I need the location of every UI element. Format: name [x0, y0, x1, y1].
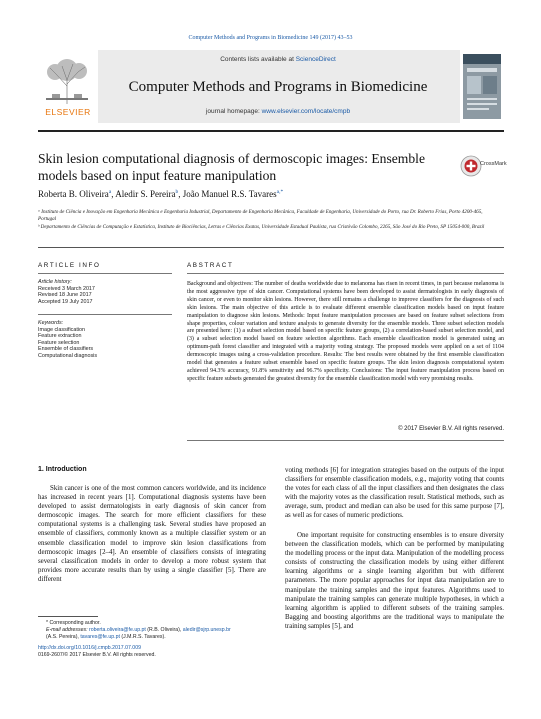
- keyword-item: Feature selection: [38, 339, 80, 346]
- affiliation-b: ᵇ Departamento de Ciências de Computação e Estatística, Instituto de Biociências, Letras e Ciências Exatas, Universidade Estadual Paulista, rua Cristóvão Colombo, 2265, São José do Rio Preto, SP 15054-000, Brazil: [38, 224, 485, 230]
- email-addresses: [38, 627, 268, 641]
- crossmark-icon[interactable]: [460, 155, 482, 177]
- journal-cover-thumbnail: [463, 54, 501, 119]
- footnote-block: [38, 620, 268, 659]
- crossmark-label[interactable]: CrossMark: [480, 161, 507, 167]
- email-owner: (J.M.R.S. Tavares).: [119, 633, 166, 640]
- abstract-heading: ABSTRACT: [187, 262, 234, 269]
- author-affiliation-mark[interactable]: b: [175, 189, 179, 195]
- email-link[interactable]: aledir@sjrp.unesp.br: [182, 626, 231, 633]
- article-info-rule: [38, 273, 172, 274]
- author-affiliation-mark[interactable]: a,*: [276, 189, 284, 195]
- homepage-prefix: journal homepage:: [205, 108, 262, 115]
- contents-prefix: Contents lists available at: [220, 56, 296, 63]
- abstract-body: Background and objectives: The number of deaths worldwide due to melanoma has risen in recent times, in part because melanoma is the most aggressive type of skin cancer. Computational systems have been developed to assist dermatologists in early diagnosis of skin cancer, or even to monitor skin lesions. However, there still remains a challenge to improve classifiers for the diagnosis of such skin lesions. The main objective of this article is to evaluate different ensemble classification models based on input feature manipulation to diagnose skin lesions. Methods: Input feature manipulation processes are based on feature subset selections from shape properties, colour variation and texture analysis to generate diversity for the ensemble models. Three subset selection models are presented here: (1) a subset selection model based on specific feature groups, (2) a correlation-based subset selection model, and (3) a subset selection model based on feature selection algorithms. Each ensemble classification model is generated using an optimum-path forest classifier and integrated with a majority voting strategy. The proposed models were applied on a set of 1104 dermoscopic images using a cross-validation procedure. Results: The best results were obtained by the first ensemble classification model that generates a feature subset ensemble based on specific feature groups. The skin lesion diagnosis computational system achieved 94.3% accuracy, 91.8% sensitivity and 96.7% specificity. Conclusions: The input feature manipulation process based on specific feature subsets generated the greatest diversity for the ensemble classification model with very promising results.: [187, 281, 504, 382]
- email-owner: (A.S. Pereira),: [46, 633, 81, 640]
- issn-line: 0169-2607/© 2017 Elsevier B.V. All rights reserved.: [38, 652, 156, 659]
- affiliation-a: ᵃ Instituto de Ciência e Inovação em Engenharia Mecânica e Engenharia Industrial, Departamento de Engenharia Mecânica, Faculdade de Engenharia, Universidade do Porto, rua Dr. Roberto Frias, Porto 4200-465, Portugal: [38, 209, 483, 222]
- email-owner: (R.B. Oliveira),: [145, 626, 183, 633]
- article-info-heading: ARTICLE INFO: [38, 262, 101, 269]
- email-link[interactable]: tavares@fe.up.pt: [80, 633, 120, 640]
- keyword-item: Image classification: [38, 326, 86, 333]
- intro-right-paragraph-1: voting methods [6] for integration strategies based on the outputs of the input classifiers for ensemble classification models, e.g., majority voting that counts the votes for each class of all the input classifiers and then designates the class with the majority votes as the classification result. Statistical methods, such as average, sum, product and median can also be used for this same purpose [7], as well as for cases of numeric predictions.: [285, 467, 504, 520]
- doi-link[interactable]: http://dx.doi.org/10.1016/j.cmpb.2017.07.009: [38, 645, 141, 652]
- header-rule: [38, 130, 504, 132]
- footnote-rule: [38, 616, 98, 617]
- article-title: Skin lesion computational diagnosis of dermoscopic images: Ensemble models based on input feature manipulation: [38, 151, 425, 183]
- article-history: [38, 279, 172, 305]
- section-heading-introduction: 1. Introduction: [38, 466, 87, 473]
- homepage-link[interactable]: www.elsevier.com/locate/cmpb: [261, 108, 351, 115]
- journal-title: Computer Methods and Programs in Biomedicine: [128, 79, 428, 95]
- abstract-copyright: © 2017 Elsevier B.V. All rights reserved.: [398, 426, 504, 432]
- history-revised: Revised 18 June 2017: [38, 292, 92, 299]
- history-rule: [38, 314, 172, 315]
- email-label: E-mail addresses:: [46, 626, 89, 633]
- sciencedirect-link[interactable]: ScienceDirect: [295, 56, 336, 63]
- corresponding-author-note: * Corresponding author.: [46, 620, 101, 626]
- author-name[interactable]: João Manuel R.S. Tavares: [182, 189, 277, 199]
- journal-citation[interactable]: Computer Methods and Programs in Biomedicine 149 (2017) 43–53: [188, 35, 353, 41]
- author-list: Roberta B. Oliveira$^a$, Aledir S. Pereira$^b$, João Manuel R.S. Tavares$^{a,*}$: [38, 189, 284, 199]
- author-name[interactable]: Roberta B. Oliveira: [38, 189, 109, 199]
- intro-left-paragraph: Skin cancer is one of the most common cancers worldwide, and its incidence has increased in recent years [1]. Computational diagnosis systems have been developed to assist dermatologists in early diagnosis of skin cancer from dermoscopic images. The search for more efficient classifiers for these computational systems is a challenging task. Several studies have proposed an ensemble of classifiers, commonly known as a multiple classifier system or an ensemble classification model to improve skin lesion classifications from dermoscopic images [2–4]. An ensemble of classifiers consists of integrating several classification models in order to develop a more robust system that provides more accurate results than by using a single classifier [5]. There are different: [38, 485, 266, 583]
- author-affiliation-mark[interactable]: a: [108, 189, 112, 195]
- email-link[interactable]: roberta.oliveira@fe.up.pt: [88, 626, 146, 633]
- elsevier-wordmark: ELSEVIER: [45, 107, 91, 117]
- affiliation-rule: [38, 247, 504, 248]
- contents-list-line: [98, 56, 458, 63]
- keywords-label: Keywords:: [38, 320, 64, 326]
- history-label: Article history:: [38, 279, 72, 285]
- elsevier-tree-logo-icon: [42, 54, 92, 106]
- journal-homepage-line: [98, 108, 458, 115]
- keyword-item: Ensemble of classifiers: [38, 346, 94, 353]
- keyword-item: Computational diagnosis: [38, 352, 98, 359]
- intro-right-paragraph-2: One important requisite for constructing ensembles is to ensure diversity between the classification models, which can be performed by manipulating the modelling process or the input data. Manipulation of the modelling process consists of constructing the classification models by using either different learning algorithms or a single learning algorithm but with different parameters. The more popular approaches for input data manipulation are to manipulate the training samples and the input features. Algorithms used to manipulate the training samples can generate multiple hypotheses, in which a learning algorithm is applied to different subsets of the training samples. Bagging and boosting algorithms are the traditional ways to manipulate the training samples [5], and: [285, 532, 504, 630]
- history-accepted: Accepted 19 July 2017: [38, 298, 93, 305]
- abstract-bottom-rule: [187, 440, 504, 441]
- keywords-block: [38, 320, 172, 360]
- keyword-item: Feature extraction: [38, 333, 82, 340]
- history-received: Received 3 March 2017: [38, 285, 95, 292]
- abstract-rule: [187, 273, 504, 274]
- author-name[interactable]: Aledir S. Pereira: [115, 189, 176, 199]
